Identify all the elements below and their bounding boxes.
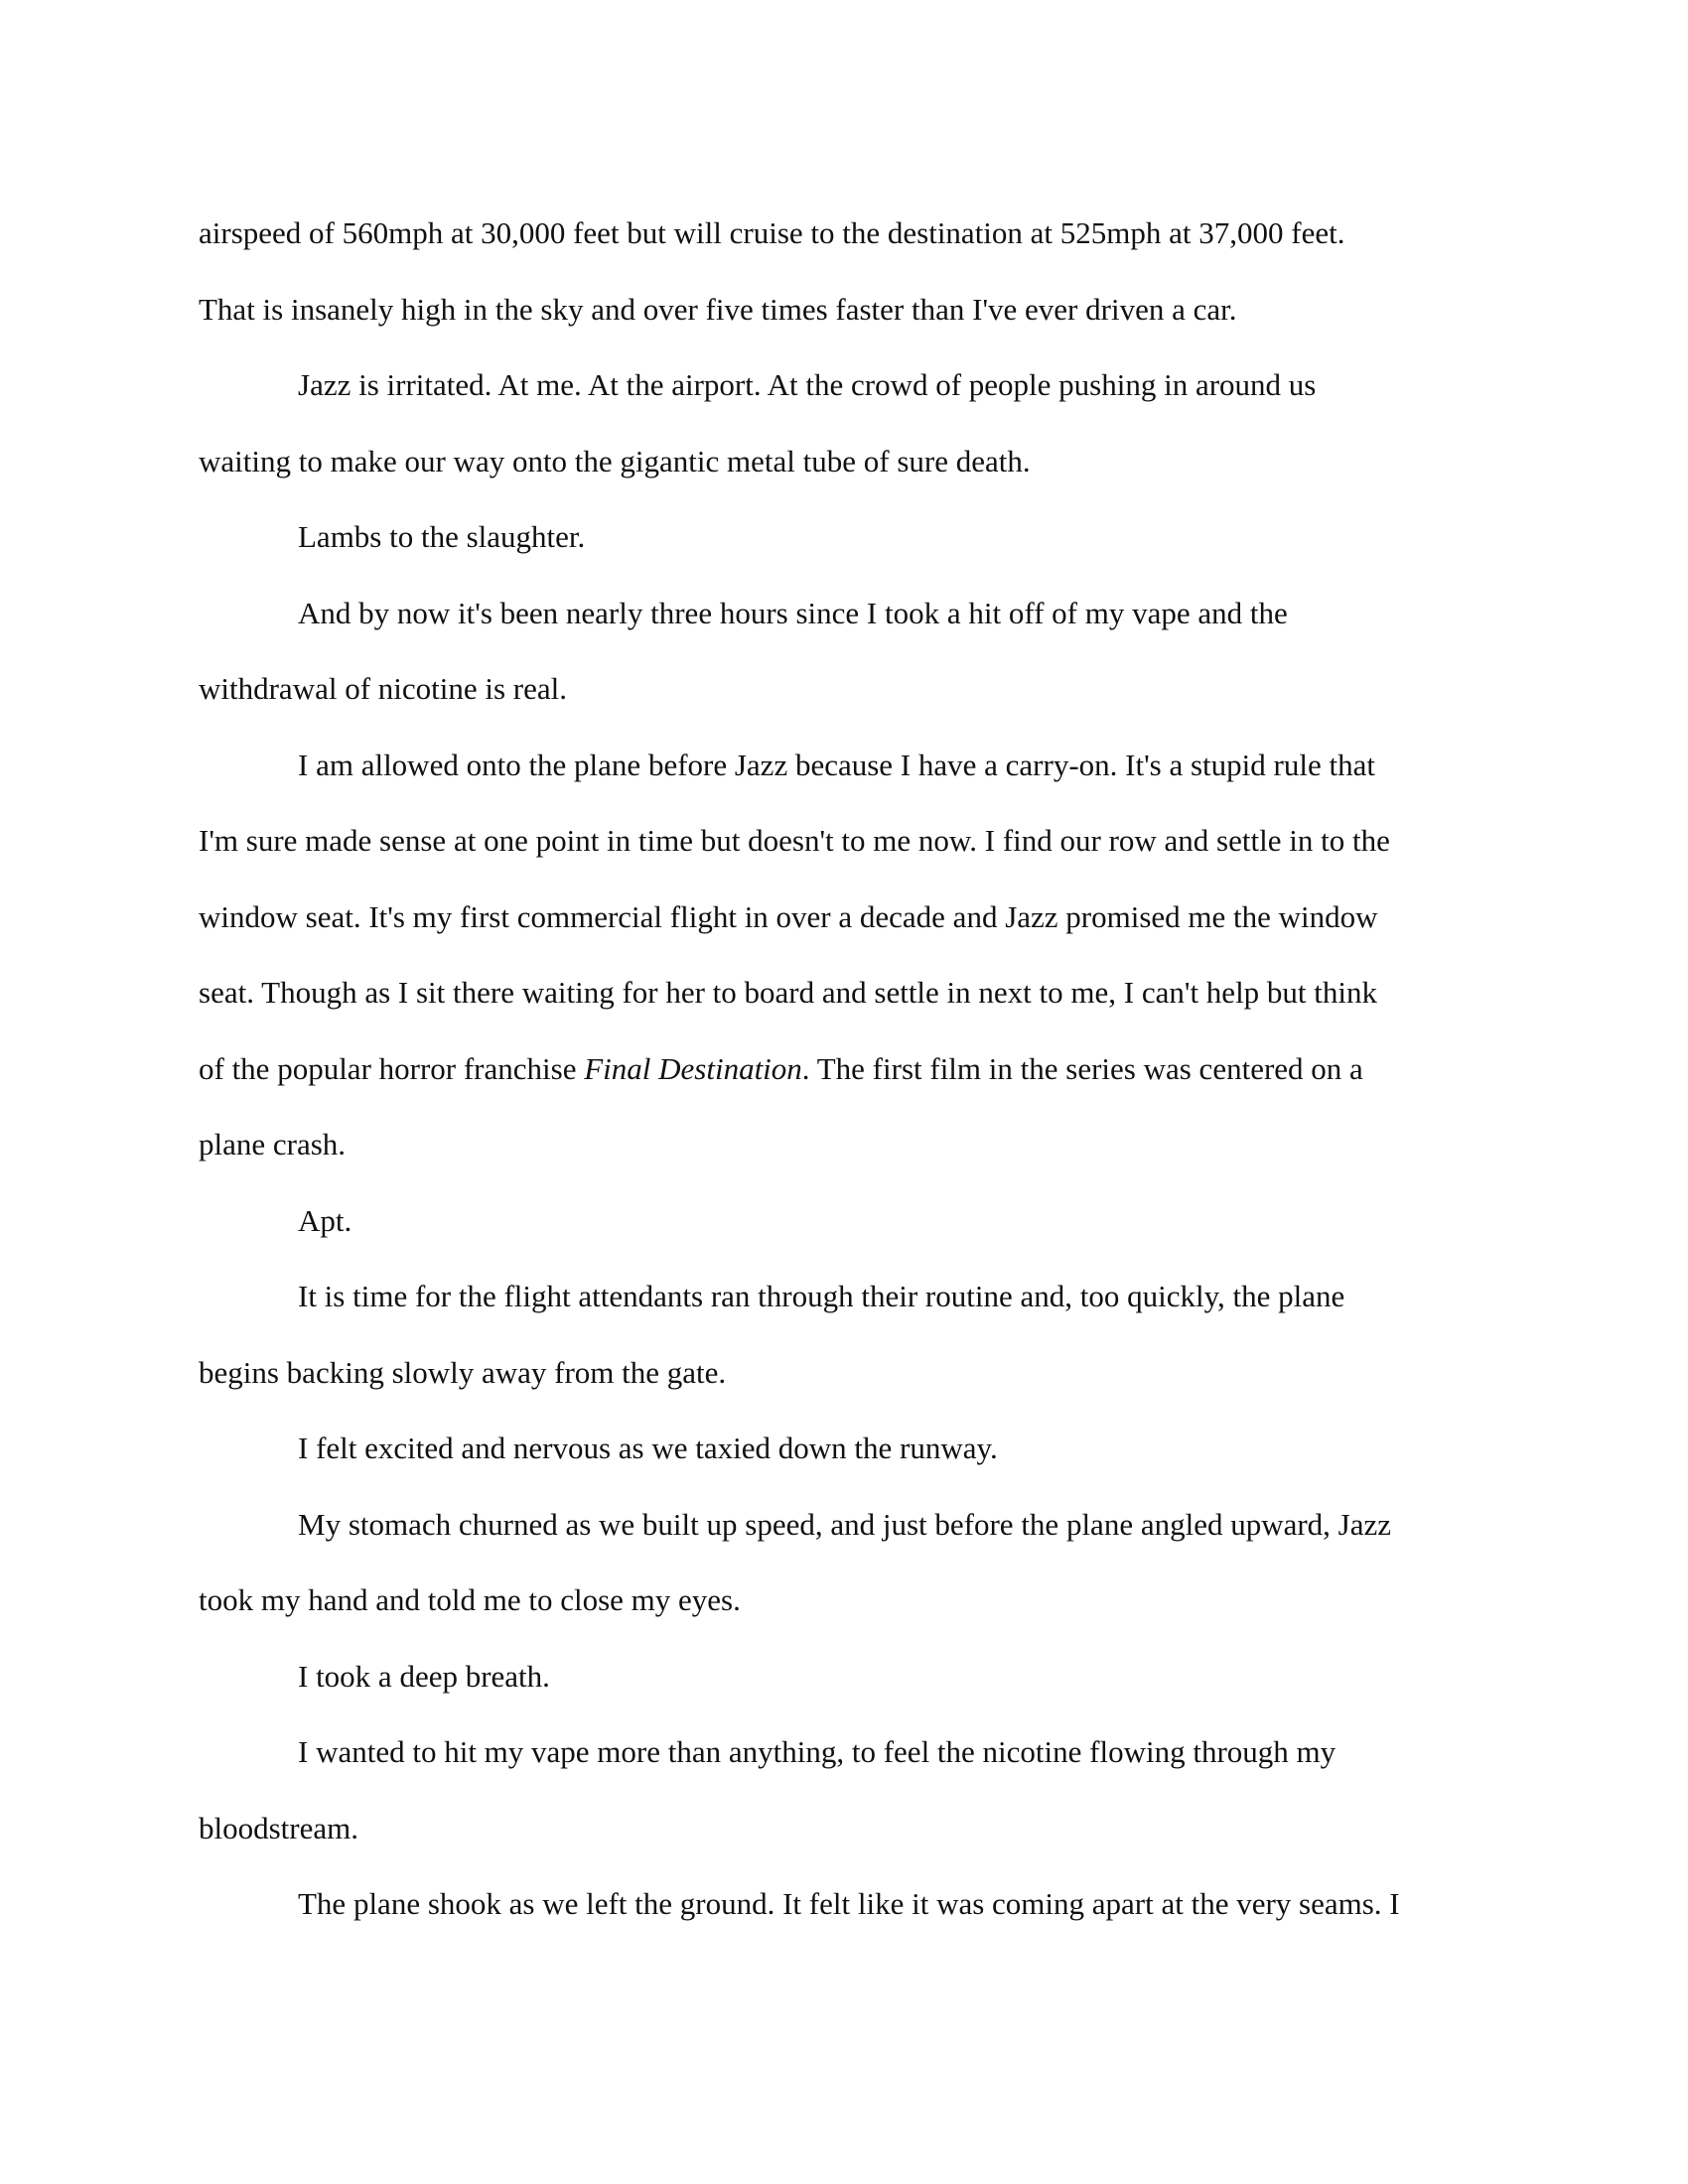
film-title: Final Destination [584, 1050, 802, 1086]
text-line: Apt. [298, 1202, 352, 1238]
text-segment: of the popular horror franchise [199, 1050, 585, 1086]
text-line: I am allowed onto the plane before Jazz because I have a carry-on. It's a stupid rule that [298, 747, 1375, 782]
text-line: I felt excited and nervous as we taxied down the runway. [298, 1431, 998, 1465]
text-line: And by now it's been nearly three hours since I took a hit off of my vape and the [298, 595, 1288, 630]
text-line: My stomach churned as we built up speed, and just before the plane angled upward, Jazz [298, 1506, 1392, 1542]
text-line [199, 1031, 1489, 1108]
text-line: begins backing slowly away from the gate. [199, 1354, 727, 1390]
text-line: took my hand and told me to close my eyes. [199, 1582, 741, 1617]
document-page [199, 196, 1489, 1943]
text-line: bloodstream. [199, 1810, 358, 1845]
text-line: plane crash. [199, 1127, 347, 1161]
text-line: Lambs to the slaughter. [298, 519, 586, 554]
text-line: waiting to make our way onto the gigantic metal tube of sure death. [199, 443, 1031, 478]
text-segment: . The first film in the series was centered on a [801, 1050, 1363, 1086]
text-line: I'm sure made sense at one point in time but doesn't to me now. I find our row and settle in to the [199, 823, 1390, 858]
text-line: That is insanely high in the sky and over five times faster than I've ever driven a car. [199, 291, 1237, 327]
text-line: airspeed of 560mph at 30,000 feet but will cruise to the destination at 525mph at 37,000 feet. [199, 215, 1345, 250]
text-line: The plane shook as we left the ground. It felt like it was coming apart at the very seams. I [298, 1886, 1400, 1921]
text-line: I took a deep breath. [298, 1658, 550, 1694]
text-line: withdrawal of nicotine is real. [199, 671, 568, 706]
text-line: window seat. It's my first commercial flight in over a decade and Jazz promised me the window [199, 898, 1378, 934]
text-line: I wanted to hit my vape more than anything, to feel the nicotine flowing through my [298, 1734, 1336, 1769]
text-line: It is time for the flight attendants ran through their routine and, too quickly, the plane [298, 1279, 1345, 1313]
text-line: Jazz is irritated. At me. At the airport. At the crowd of people pushing in around us [298, 367, 1317, 402]
text-line: seat. Though as I sit there waiting for her to board and settle in next to me, I can't help but think [199, 975, 1378, 1010]
